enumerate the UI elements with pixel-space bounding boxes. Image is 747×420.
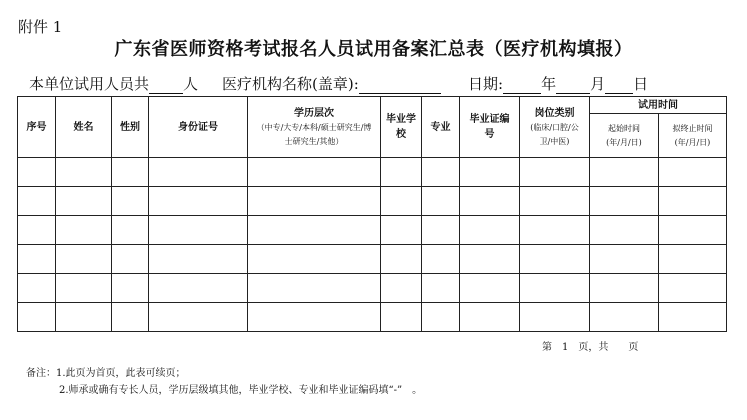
header-gender: 性别 <box>112 97 149 158</box>
table-cell[interactable] <box>112 303 149 332</box>
post-label: 岗位类别 <box>534 107 575 119</box>
table-cell[interactable] <box>381 187 422 216</box>
table-cell[interactable] <box>659 158 727 187</box>
table-cell[interactable] <box>659 216 727 245</box>
table-cell[interactable] <box>56 187 112 216</box>
table-row <box>18 274 727 303</box>
start-format: (年/月/日) <box>606 137 642 147</box>
table-cell[interactable] <box>659 274 727 303</box>
header-school: 毕业学校 <box>381 97 422 158</box>
table-cell[interactable] <box>422 303 460 332</box>
table-cell[interactable] <box>149 303 248 332</box>
table-cell[interactable] <box>18 303 56 332</box>
month-blank[interactable] <box>556 79 590 94</box>
table-row <box>18 303 727 332</box>
table-cell[interactable] <box>520 216 590 245</box>
table-cell[interactable] <box>149 158 248 187</box>
count-prefix: 本单位试用人员共 <box>29 75 150 93</box>
table-cell[interactable] <box>18 245 56 274</box>
table-cell[interactable] <box>248 245 381 274</box>
table-cell[interactable] <box>590 303 659 332</box>
trial-count-line <box>29 73 198 94</box>
table-cell[interactable] <box>659 245 727 274</box>
table-cell[interactable] <box>422 187 460 216</box>
table-cell[interactable] <box>112 187 149 216</box>
table-cell[interactable] <box>590 274 659 303</box>
table-cell[interactable] <box>460 216 520 245</box>
note-2: 2.师承或确有专长人员，学历层级填其他，毕业学校、专业和毕业证编码填“-” 。 <box>59 385 423 396</box>
trial-summary-table <box>17 96 727 332</box>
table-cell[interactable] <box>659 187 727 216</box>
start-label: 起始时间 <box>608 123 640 133</box>
table-cell[interactable] <box>590 187 659 216</box>
day-blank[interactable] <box>605 79 633 94</box>
table-cell[interactable] <box>381 274 422 303</box>
header-seq: 序号 <box>18 97 56 158</box>
table-row <box>18 158 727 187</box>
table-cell[interactable] <box>422 216 460 245</box>
table-row <box>18 216 727 245</box>
table-cell[interactable] <box>659 303 727 332</box>
header-cert-number: 毕业证编号 <box>460 97 520 158</box>
table-cell[interactable] <box>248 216 381 245</box>
end-label: 拟终止时间 <box>672 123 713 133</box>
table-cell[interactable] <box>112 216 149 245</box>
table-cell[interactable] <box>112 158 149 187</box>
date-line <box>468 73 648 94</box>
table-cell[interactable] <box>56 245 112 274</box>
table-cell[interactable] <box>56 303 112 332</box>
header-end <box>659 114 727 158</box>
month-label: 月 <box>590 75 606 93</box>
table-row <box>18 245 727 274</box>
post-options: (临床/口腔/公卫/中医) <box>530 122 579 146</box>
count-suffix: 人 <box>183 75 199 93</box>
header-trial-time: 试用时间 <box>590 97 727 114</box>
table-cell[interactable] <box>422 158 460 187</box>
date-label: 日期: <box>468 75 504 93</box>
header-major: 专业 <box>422 97 460 158</box>
table-cell[interactable] <box>56 274 112 303</box>
table-cell[interactable] <box>520 303 590 332</box>
table-cell[interactable] <box>381 158 422 187</box>
table-cell[interactable] <box>381 303 422 332</box>
table-cell[interactable] <box>18 216 56 245</box>
table-cell[interactable] <box>149 216 248 245</box>
table-cell[interactable] <box>460 274 520 303</box>
table-cell[interactable] <box>381 245 422 274</box>
table-cell[interactable] <box>381 216 422 245</box>
count-blank[interactable] <box>149 79 183 94</box>
page-number: 第 1 页，共 页 <box>542 342 639 353</box>
header-start <box>590 114 659 158</box>
org-name-blank[interactable] <box>359 79 441 94</box>
table-cell[interactable] <box>112 245 149 274</box>
note-1: 备注：1.此页为首页，此表可续页； <box>26 368 186 379</box>
table-cell[interactable] <box>590 158 659 187</box>
year-blank[interactable] <box>503 79 541 94</box>
table-body <box>18 158 727 332</box>
table-cell[interactable] <box>460 158 520 187</box>
table-cell[interactable] <box>422 245 460 274</box>
education-options: （中专/大专/本科/硕士研究生/博士研究生/其他） <box>256 122 372 146</box>
table-cell[interactable] <box>520 187 590 216</box>
notes <box>26 365 422 399</box>
table-cell[interactable] <box>460 245 520 274</box>
table-cell[interactable] <box>56 216 112 245</box>
table-cell[interactable] <box>520 158 590 187</box>
day-label: 日 <box>633 75 649 93</box>
table-cell[interactable] <box>422 274 460 303</box>
page-title: 广东省医师资格考试报名人员试用备案汇总表（医疗机构填报） <box>114 39 633 60</box>
table-cell[interactable] <box>590 216 659 245</box>
table-cell[interactable] <box>248 187 381 216</box>
table-cell[interactable] <box>18 158 56 187</box>
table-cell[interactable] <box>248 274 381 303</box>
header-name: 姓名 <box>56 97 112 158</box>
table-cell[interactable] <box>460 303 520 332</box>
table-cell[interactable] <box>18 187 56 216</box>
table-cell[interactable] <box>248 158 381 187</box>
table-cell[interactable] <box>248 303 381 332</box>
table-cell[interactable] <box>520 245 590 274</box>
table-cell[interactable] <box>149 245 248 274</box>
attachment-label: 附件 1 <box>18 18 63 36</box>
table-cell[interactable] <box>460 187 520 216</box>
table-cell[interactable] <box>590 245 659 274</box>
table-cell[interactable] <box>18 274 56 303</box>
org-name-line <box>222 73 441 94</box>
header-post <box>520 97 590 158</box>
year-label: 年 <box>541 75 557 93</box>
end-format: (年/月/日) <box>674 137 711 147</box>
education-label: 学历层次 <box>294 107 334 119</box>
table-cell[interactable] <box>520 274 590 303</box>
header-education <box>248 97 381 158</box>
org-label: 医疗机构名称(盖章): <box>222 75 359 93</box>
header-id-number: 身份证号 <box>149 97 248 158</box>
table-cell[interactable] <box>56 158 112 187</box>
table-cell[interactable] <box>149 274 248 303</box>
table-row <box>18 187 727 216</box>
table-cell[interactable] <box>112 274 149 303</box>
table-cell[interactable] <box>149 187 248 216</box>
